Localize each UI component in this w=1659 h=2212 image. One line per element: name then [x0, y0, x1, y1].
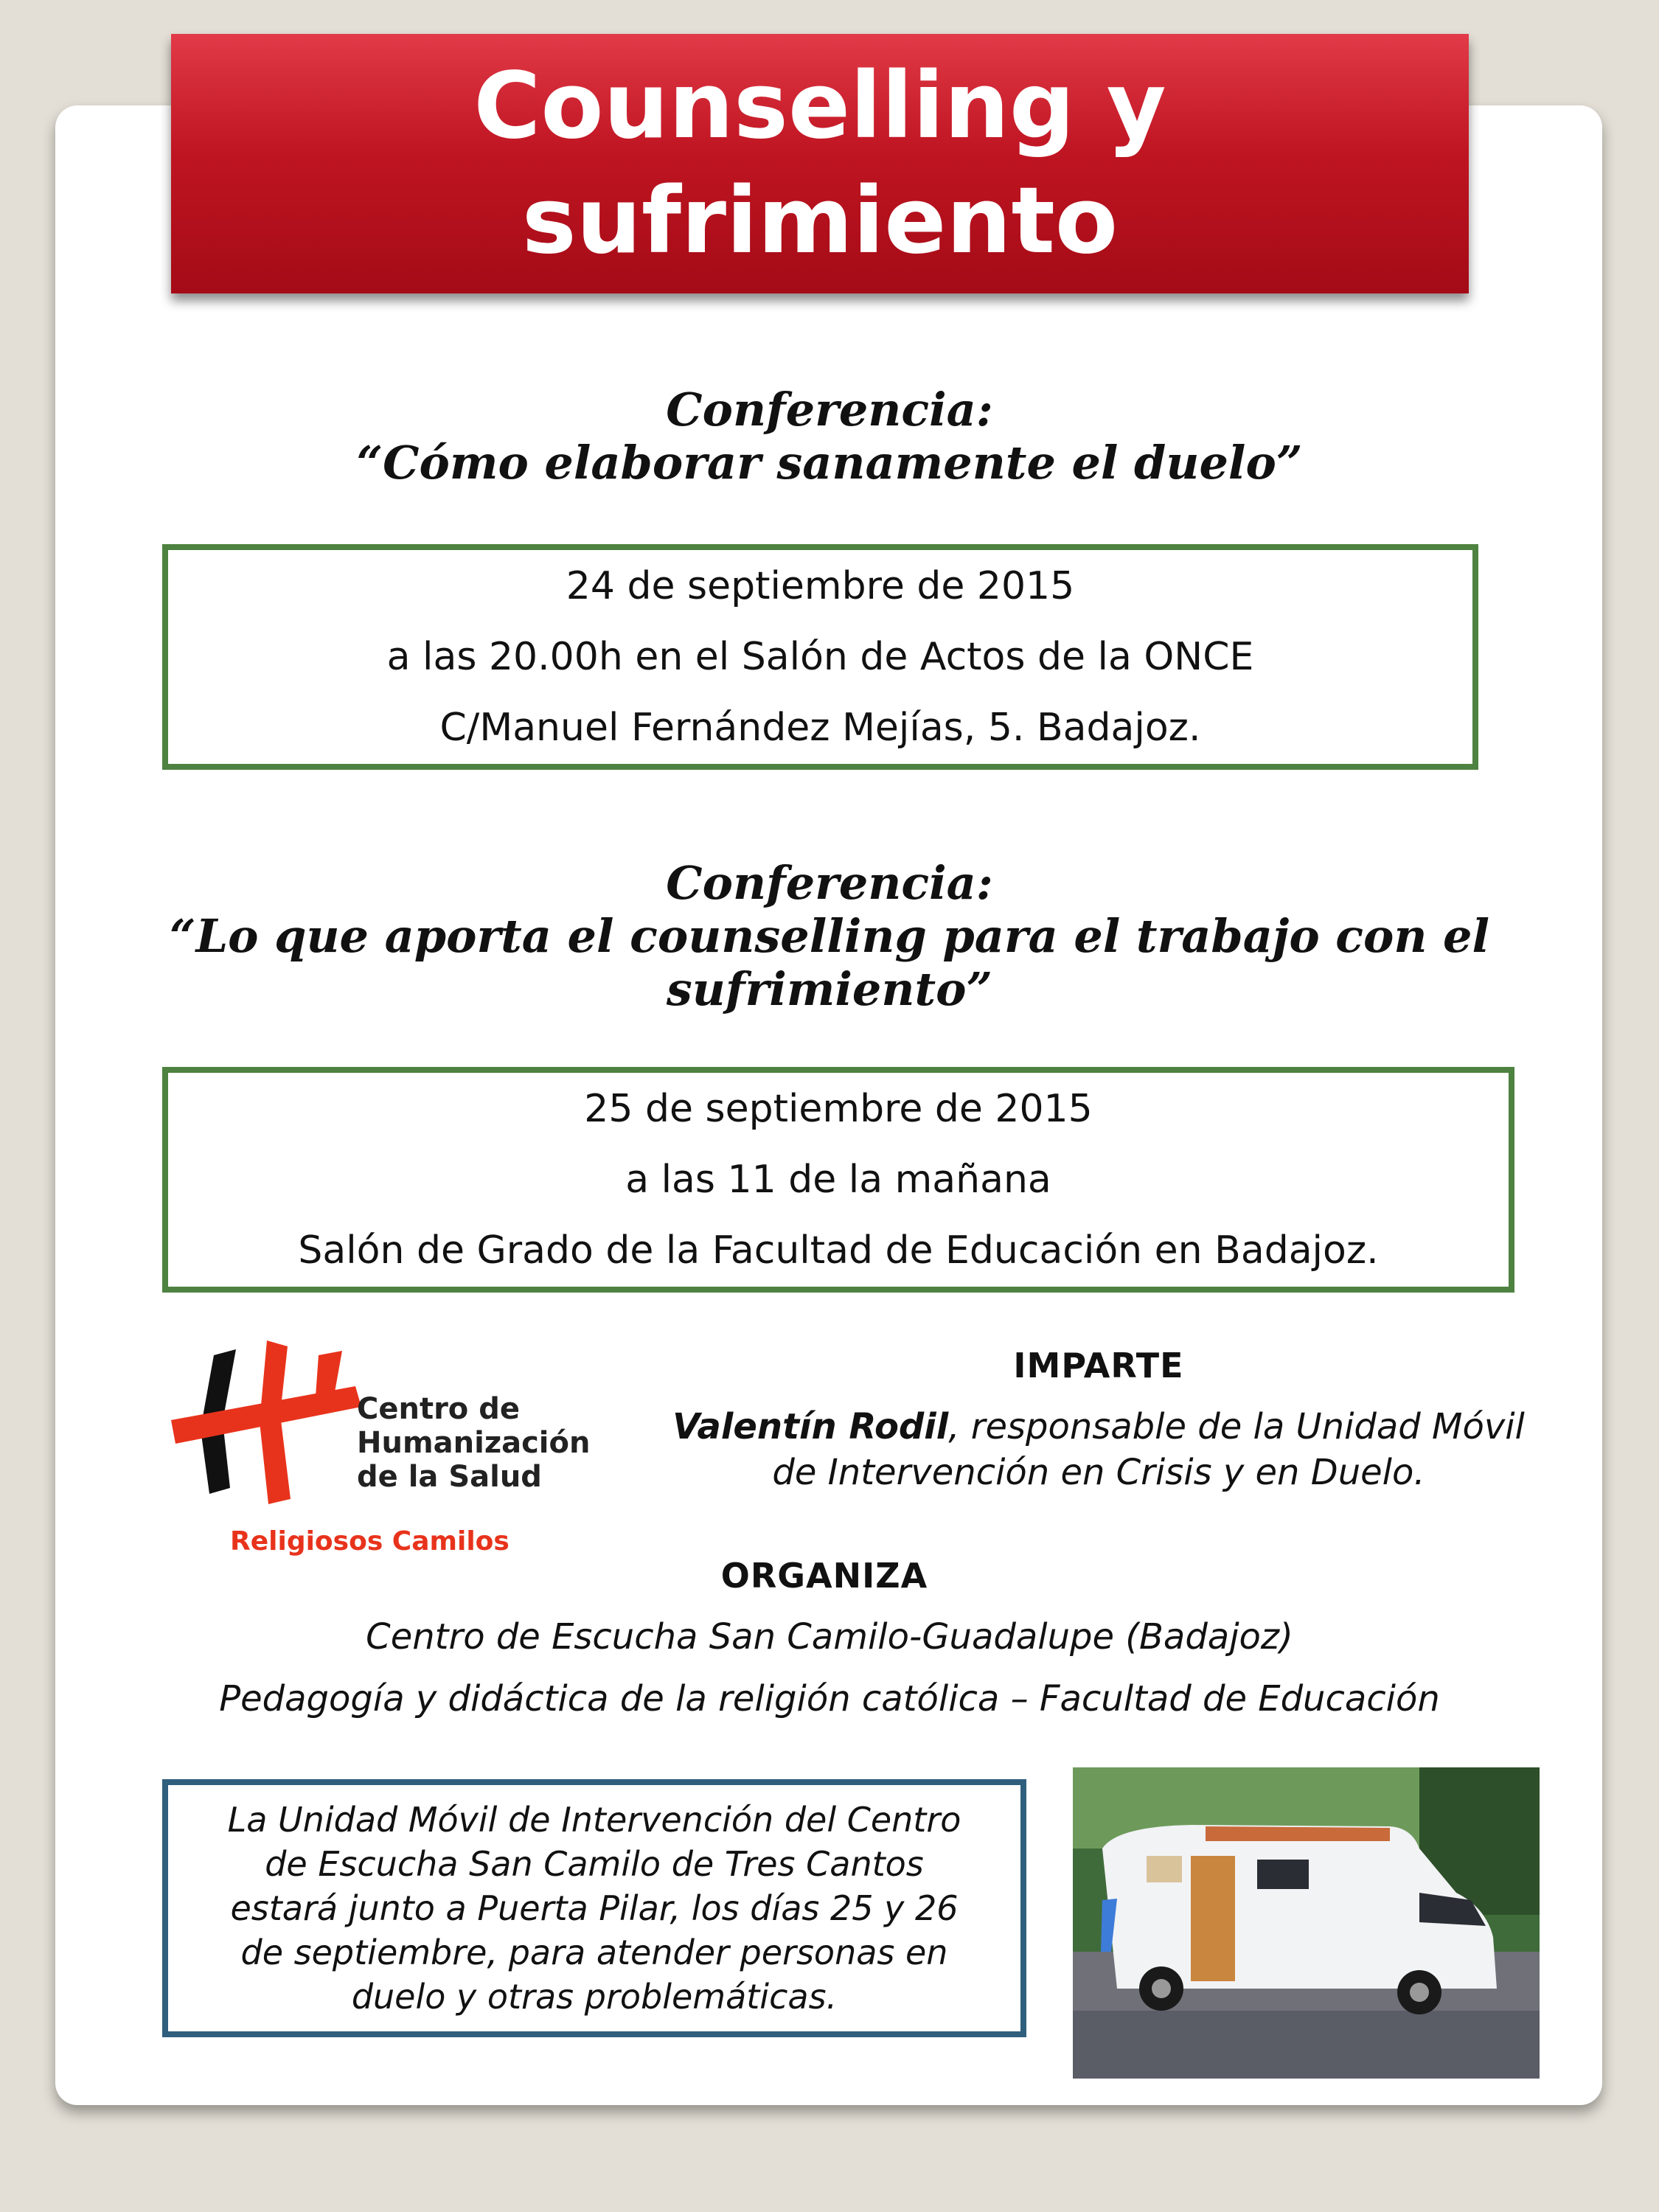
- title-line-2: sufrimiento: [521, 168, 1119, 274]
- conference-2-title-line-1: “Lo que aporta el counselling para el trabajo con el: [169, 909, 1490, 963]
- conference-1-title: “Cómo elaborar sanamente el duelo”: [356, 436, 1303, 490]
- conference-1-details-box: [162, 544, 1478, 770]
- notice-line-4: de septiembre, para atender personas en: [240, 1933, 948, 1972]
- notice-line-5: duelo y otras problemáticas.: [351, 1977, 838, 2017]
- mobile-unit-photo: [1073, 1767, 1540, 2079]
- conference-2-time: a las 11 de la mañana: [625, 1158, 1051, 1202]
- notice-line-1: La Unidad Móvil de Intervención del Centro: [227, 1800, 961, 1840]
- humanizacion-logo: [171, 1333, 599, 1569]
- speaker-role-line-1: , responsable de la Unidad Móvil: [948, 1406, 1525, 1447]
- logo-line-1: Centro de: [357, 1392, 520, 1426]
- conference-1-time-place: a las 20.00h en el Salón de Actos de la ONCE: [386, 635, 1254, 679]
- speaker-role-line-2: de Intervención en Crisis y en Duelo.: [772, 1452, 1425, 1493]
- conference-2-heading: [118, 857, 1541, 1016]
- logo-text: [357, 1392, 590, 1494]
- conference-2-title-line-2: sufrimiento”: [666, 962, 993, 1016]
- logo-line-3: de la Salud: [357, 1460, 542, 1494]
- conference-1-label: Conferencia:: [666, 383, 993, 437]
- conference-2-details-box: [162, 1067, 1514, 1293]
- imparte-body: [634, 1404, 1563, 1495]
- notice-line-2: de Escucha San Camilo de Tres Cantos: [265, 1844, 924, 1884]
- organizer-1: Centro de Escucha San Camilo-Guadalupe (Badajoz): [366, 1616, 1293, 1658]
- organiza-heading: ORGANIZA: [720, 1556, 928, 1596]
- title-line-1: Counselling y: [473, 53, 1166, 159]
- speaker-name: Valentín Rodil: [672, 1406, 949, 1447]
- conference-1-heading: [118, 383, 1541, 490]
- logo-subtitle: Religiosos Camilos: [230, 1526, 509, 1557]
- imparte-heading: IMPARTE: [1013, 1346, 1184, 1385]
- conference-2-date: 25 de septiembre de 2015: [584, 1087, 1093, 1131]
- camilian-cross-icon: [171, 1333, 363, 1525]
- conference-2-label: Conferencia:: [666, 856, 993, 910]
- logo-line-2: Humanización: [357, 1426, 591, 1460]
- conference-1-address: C/Manuel Fernández Mejías, 5. Badajoz.: [439, 706, 1201, 750]
- notice-line-3: estará junto a Puerta Pilar, los días 25 y 26: [230, 1888, 959, 1928]
- conference-2-place: Salón de Grado de la Facultad de Educación en Badajoz.: [298, 1228, 1379, 1273]
- organizer-2: Pedagogía y didáctica de la religión católica – Facultad de Educación: [219, 1678, 1440, 1719]
- conference-1-date: 24 de septiembre de 2015: [566, 564, 1075, 608]
- mobile-unit-notice: [162, 1779, 1026, 2037]
- title-banner: [171, 34, 1469, 293]
